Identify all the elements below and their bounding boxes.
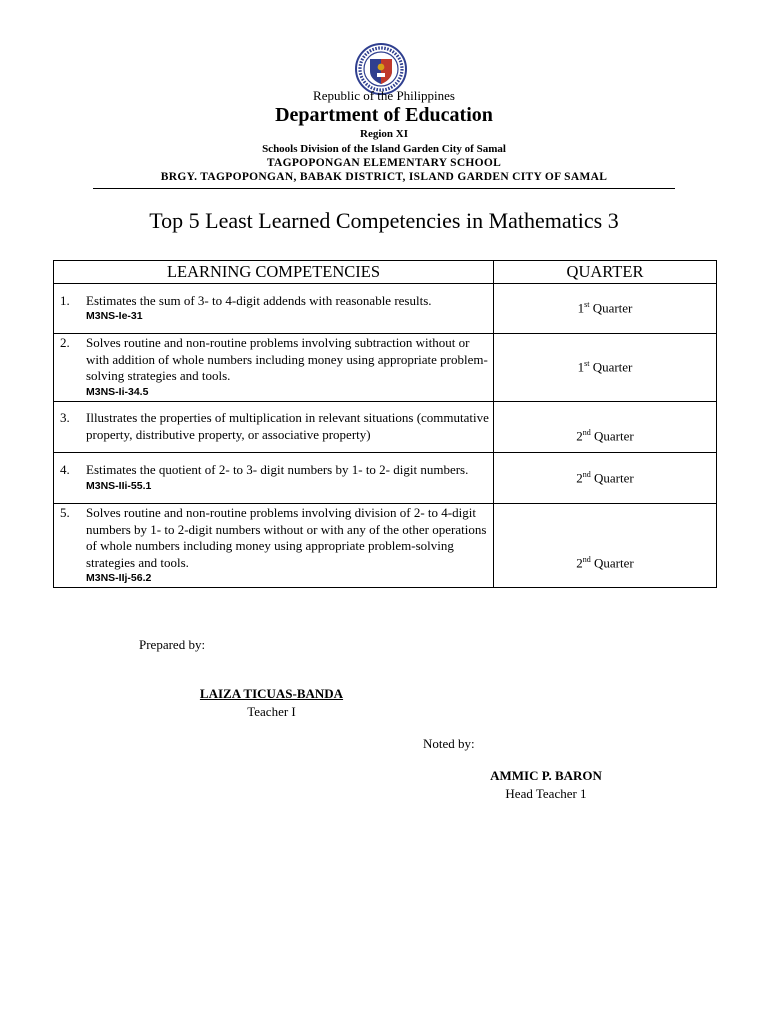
quarter-cell (494, 504, 717, 588)
competency-code: M3NS-Ii-34.5 (86, 385, 149, 398)
region-line: Region XI (360, 128, 408, 140)
noter-name: AMMIC P. BARON (490, 768, 602, 783)
item-number: 1. (60, 292, 70, 308)
competency-cell (54, 334, 494, 402)
table-row (54, 453, 717, 504)
republic-line: Republic of the Philippines (313, 88, 455, 103)
competency-text: Solves routine and non-routine problems involving subtraction without or with addition of whole numbers including money using appropriate problem-solving strategies and tools. (86, 335, 488, 384)
header-quarter: QUARTER (494, 261, 717, 284)
competency-code: M3NS-IIi-55.1 (86, 479, 152, 492)
quarter-word: Quarter (589, 359, 633, 375)
quarter-cell (494, 284, 717, 334)
school-name: TAGPOPONGAN ELEMENTARY SCHOOL (266, 157, 502, 169)
noter-title: Head Teacher 1 (505, 786, 587, 801)
quarter-number: 2 (576, 470, 583, 486)
quarter-number: 1 (577, 359, 585, 375)
item-number: 3. (60, 410, 70, 425)
school-address: BRGY. TAGPOPONGAN, BABAK DISTRICT, ISLAND GARDEN CITY OF SAMAL (160, 171, 608, 183)
quarter-word: Quarter (589, 300, 633, 316)
table-row (54, 504, 717, 588)
table-header-row (54, 261, 717, 284)
quarter-cell (494, 453, 717, 504)
table-row (54, 334, 717, 402)
table-row (54, 402, 717, 453)
quarter-ordinal: nd (582, 469, 591, 479)
competency-text: Estimates the sum of 3- to 4-digit addends with reasonable results. (86, 292, 432, 308)
table-row (54, 284, 717, 334)
quarter-ordinal: st (584, 300, 590, 310)
quarter-word: Quarter (590, 428, 634, 443)
preparer-name: LAIZA TICUAS-BANDA (199, 686, 344, 701)
competency-text: Illustrates the properties of multiplication in relevant situations (commutative property, distributive property, or associative property) (86, 410, 489, 442)
competency-code: M3NS-Ie-31 (86, 310, 143, 323)
noted-by-label: Noted by: (423, 736, 475, 751)
competency-text: Estimates the quotient of 2- to 3- digit numbers by 1- to 2- digit numbers. (86, 462, 469, 478)
quarter-cell (494, 402, 717, 453)
quarter-ordinal: nd (582, 554, 591, 564)
competencies-table (53, 260, 717, 588)
competency-cell (54, 402, 494, 453)
header-divider (93, 188, 675, 189)
preparer-title: Teacher I (247, 704, 296, 719)
competency-text: Solves routine and non-routine problems involving division of 2- to 4-digit numbers by 1- to 2-digit numbers without or with any of the other operations of whole numbers including money using appropriate problem-solving strategies and tools. (86, 505, 487, 570)
document-title: Top 5 Least Learned Competencies in Mathematics 3 (149, 208, 619, 233)
competency-cell (54, 504, 494, 588)
quarter-word: Quarter (590, 470, 634, 486)
competency-cell (54, 453, 494, 504)
quarter-number: 2 (576, 428, 583, 443)
quarter-number: 2 (576, 555, 583, 570)
quarter-ordinal: st (584, 359, 590, 369)
item-number: 2. (60, 335, 70, 351)
competency-cell (54, 284, 494, 334)
header-learning-competencies: LEARNING COMPETENCIES (54, 261, 494, 284)
item-number: 4. (60, 462, 70, 478)
quarter-cell (494, 334, 717, 402)
item-number: 5. (60, 505, 70, 520)
prepared-by-label: Prepared by: (139, 637, 206, 652)
division-line: Schools Division of the Island Garden City of Samal (262, 143, 506, 155)
competency-code: M3NS-IIj-56.2 (86, 572, 152, 584)
quarter-word: Quarter (590, 555, 634, 570)
quarter-ordinal: nd (582, 427, 591, 437)
quarter-number: 1 (577, 300, 585, 316)
department-name: Department of Education (275, 104, 493, 126)
